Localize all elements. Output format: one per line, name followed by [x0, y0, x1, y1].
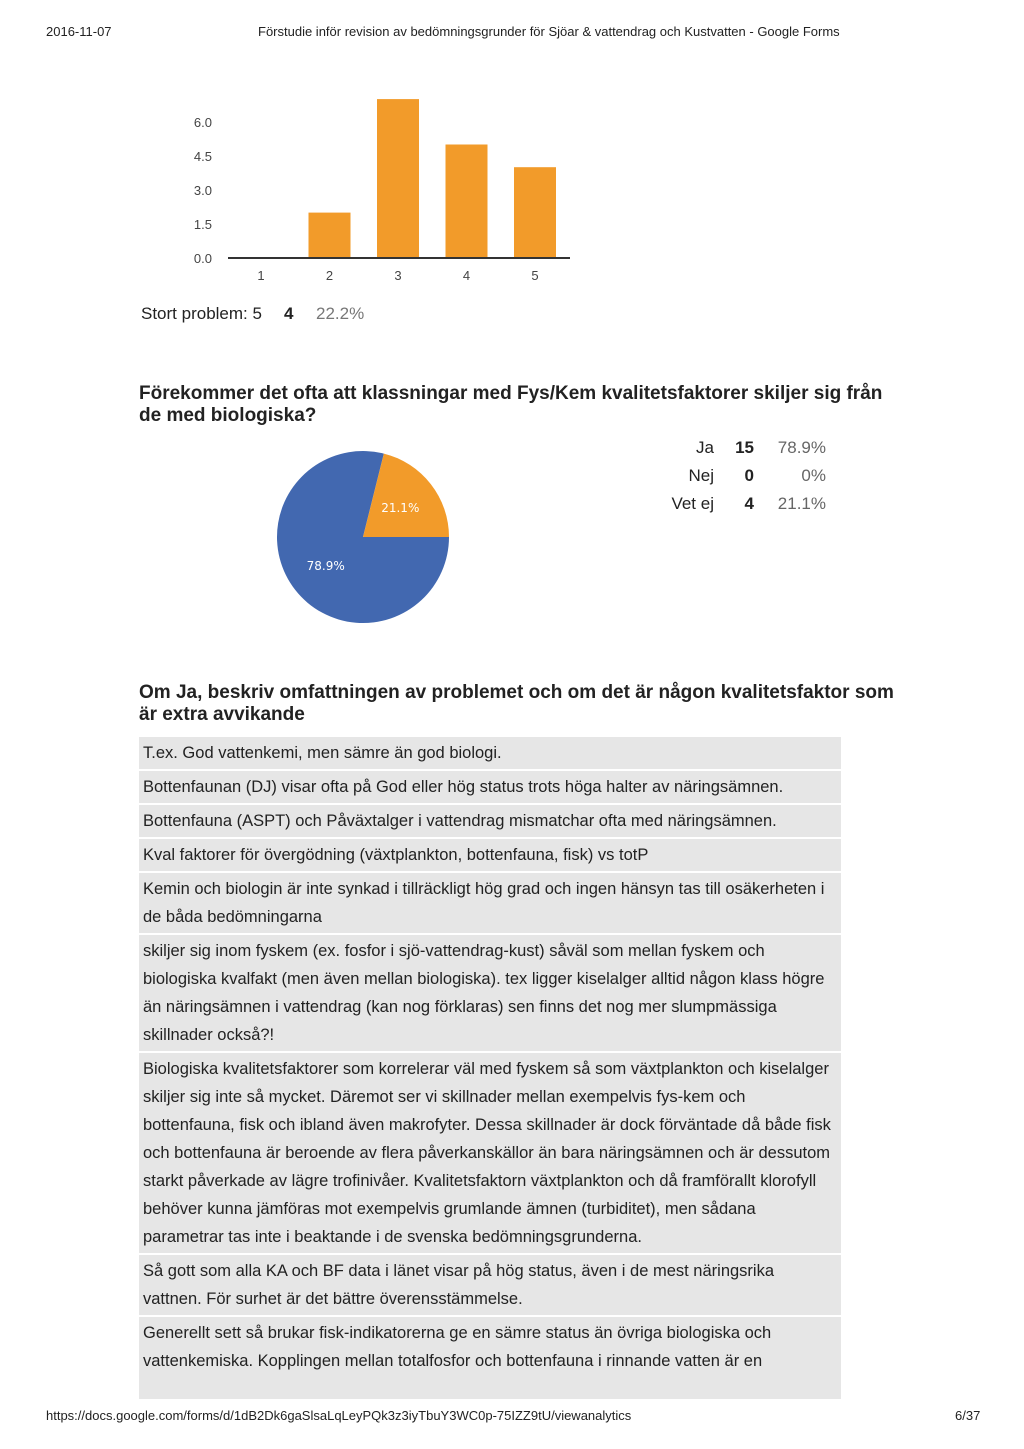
print-date: 2016-11-07: [46, 24, 112, 39]
response-item: Så gott som alla KA och BF data i länet visar på hög status, även i de mest näringsrika vattnen. För surhet är det bättre överensstämmelse.: [139, 1255, 841, 1317]
response-item: T.ex. God vattenkemi, men sämre än god biologi.: [139, 737, 841, 771]
y-tick-label: 3.0: [193, 182, 212, 198]
legend-row-vet-ej: [640, 493, 840, 521]
x-tick-label: 2: [325, 268, 334, 283]
question-2-title: Om Ja, beskriv omfattningen av problemet och om det är någon kvalitetsfaktor som är extra avvikande: [139, 682, 894, 725]
stat-percent: 22.2%: [316, 304, 365, 323]
responses-list: [139, 737, 841, 1399]
legend-percent: 78.9%: [777, 438, 826, 457]
bar: [377, 99, 419, 258]
y-tick-label: 1.5: [193, 216, 212, 232]
pie-chart: [270, 444, 456, 630]
legend-row-nej: [640, 465, 840, 493]
legend-percent: 21.1%: [777, 494, 826, 513]
bar: [514, 167, 556, 258]
x-tick-label: 1: [257, 268, 265, 283]
legend-row-ja: [640, 437, 840, 465]
y-tick-label: 6.0: [193, 114, 212, 130]
response-item: Bottenfauna (ASPT) och Påväxtalger i vattendrag mismatchar ofta med näringsämnen.: [139, 805, 841, 839]
y-tick-label: 0.0: [193, 251, 212, 266]
page-title: Förstudie inför revision av bedömningsgrunder för Sjöar & vattendrag och Kustvatten - Google Forms: [258, 24, 840, 39]
x-tick-label: 5: [531, 268, 539, 283]
pie-slice-label: 21.1%: [381, 500, 420, 515]
page-number: 6/37: [955, 1408, 981, 1423]
response-item: Kemin och biologin är inte synkad i tillräckligt hög grad och ingen hänsyn tas till osäkerheten i de båda bedömningarna: [139, 873, 841, 935]
response-item: Generellt sett så brukar fisk-indikatorerna ge en sämre status än övriga biologiska och vattenkemiska. Kopplingen mellan totalfosfor och bottenfauna i rinnande vatten är en: [143, 1324, 772, 1370]
response-item: Kval faktorer för övergödning (växtplankton, bottenfauna, fisk) vs totP: [139, 839, 841, 873]
x-tick-label: 3: [394, 268, 402, 283]
bar: [446, 145, 488, 259]
legend-count: 0: [744, 466, 754, 485]
response-item: skiljer sig inom fyskem (ex. fosfor i sjö-vattendrag-kust) såväl som mellan fyskem och biologiska kvalfakt (men även mellan biologiska). tex ligger kiselalger alltid någon klass högre än näringsämnen i vattendrag (kan nog förklaras) sen finns det nog mer slumpmässiga skillnader också?!: [139, 935, 841, 1053]
response-item: Biologiska kvalitetsfaktorer som korrelerar väl med fyskem så som växtplankton och kiselalger skiljer sig inte så mycket. Däremot ser vi skillnader mellan exempelvis fys-kem och bottenfauna, fisk och ibland även makrofyter. Dessa skillnader är dock förväntade då både fisk och bottenfauna är beroende av flera påverkanskällor än bara näringsämnen och är dessutom starkt påverkade av lägre trofinivåer. Kvalitetsfaktorn växtplankton och då framförallt klorofyll behöver kunna jämföras mot exempelvis grumlande ämnen (turbiditet), men sådana parametrar tas inte i beaktande i de svenska bedömningsgrunderna.: [139, 1053, 841, 1255]
stat-count: 4: [284, 304, 294, 323]
stat-label: Stort problem: 5: [141, 304, 262, 323]
legend-percent: 0%: [801, 466, 826, 485]
legend-label: Nej: [688, 466, 714, 485]
bar-chart: [180, 90, 580, 290]
pie-slice-label: 78.9%: [306, 559, 345, 574]
legend-count: 15: [735, 438, 754, 457]
footer-url: https://docs.google.com/forms/d/1dB2Dk6gaSlsaLqLeyPQk3z3iyTbuY3WC0p-75IZZ9tU/viewanalytics: [46, 1408, 632, 1423]
legend-label: Ja: [696, 438, 714, 457]
legend-count: 4: [744, 494, 754, 513]
bar: [309, 213, 351, 258]
question-1-title: Förekommer det ofta att klassningar med Fys/Kem kvalitetsfaktorer skiljer sig från de med biologiska?: [139, 383, 883, 426]
response-item: Bottenfaunan (DJ) visar ofta på God eller hög status trots höga halter av näringsämnen.: [139, 771, 841, 805]
y-tick-label: 4.5: [193, 148, 212, 164]
x-tick-label: 4: [462, 268, 471, 283]
legend-label: Vet ej: [671, 494, 714, 513]
pie-legend: [640, 437, 840, 521]
